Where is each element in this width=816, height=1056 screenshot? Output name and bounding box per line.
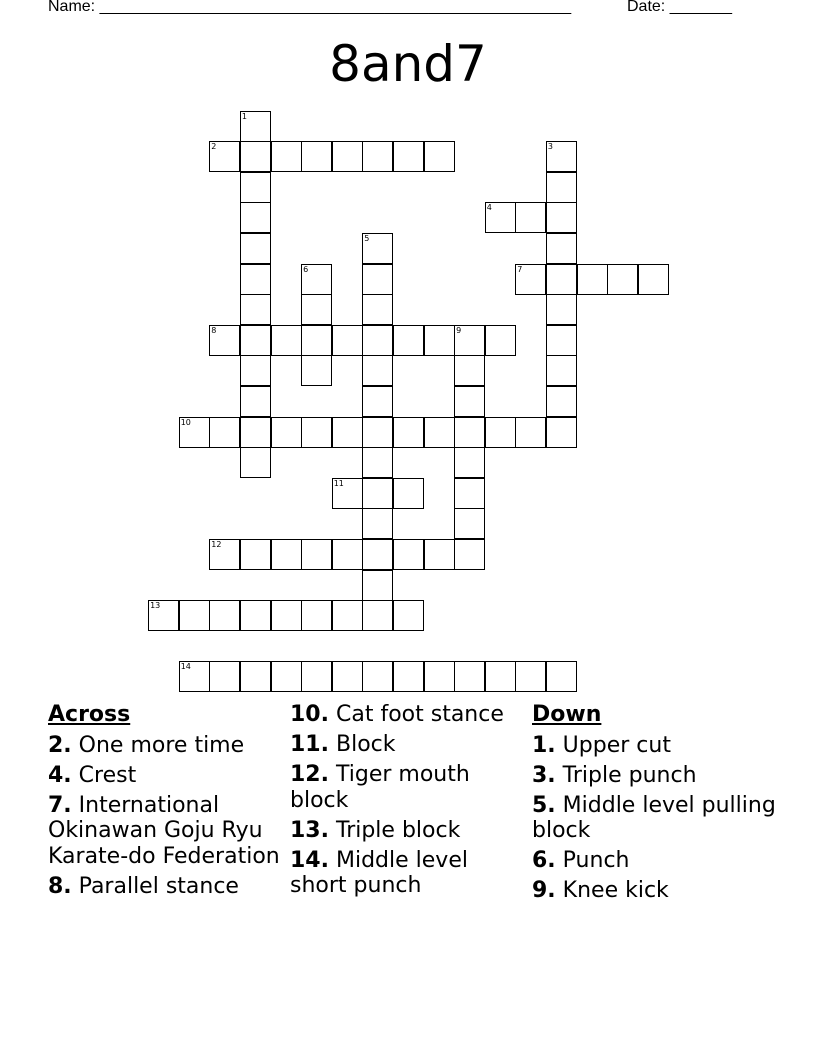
clue-item <box>290 848 530 899</box>
grid-cell[interactable] <box>454 478 485 509</box>
clue-item <box>48 733 288 759</box>
across-heading: Across <box>48 702 131 727</box>
grid-cell[interactable] <box>209 539 240 570</box>
clue-text: One more time <box>78 732 245 758</box>
grid-cell[interactable] <box>240 386 271 417</box>
clue-item <box>532 878 802 904</box>
down-clues-column <box>532 702 802 908</box>
grid-cell[interactable] <box>301 141 332 172</box>
grid-cell[interactable] <box>454 539 485 570</box>
clue-number-label: 9. <box>532 878 556 903</box>
grid-cell[interactable] <box>485 661 516 692</box>
across-clues-column-continued <box>290 702 530 903</box>
grid-cell[interactable] <box>546 417 577 448</box>
grid-cell[interactable] <box>240 264 271 295</box>
clue-number-label: 1. <box>532 732 556 758</box>
clue-item <box>290 762 530 813</box>
grid-cell[interactable] <box>485 202 516 233</box>
clue-item <box>48 874 288 900</box>
grid-cell[interactable] <box>240 661 271 692</box>
grid-cell[interactable] <box>240 202 271 233</box>
grid-cell[interactable] <box>362 325 393 356</box>
clue-text: Knee kick <box>562 878 669 903</box>
grid-cell[interactable] <box>240 111 271 142</box>
clue-text: International Okinawan Goju Ryu Karate-do Federation <box>48 792 280 869</box>
grid-cell[interactable] <box>546 233 577 264</box>
clue-number-label: 13. <box>290 817 329 843</box>
grid-cell[interactable] <box>271 141 302 172</box>
grid-cell[interactable] <box>362 447 393 478</box>
grid-cell[interactable] <box>209 141 240 172</box>
grid-cell[interactable] <box>240 233 271 264</box>
grid-cell[interactable] <box>362 417 393 448</box>
date-field-label: Date: _______ <box>627 0 732 15</box>
grid-cell[interactable] <box>240 600 271 631</box>
grid-cell[interactable] <box>332 325 363 356</box>
clue-number-label: 3. <box>532 762 556 788</box>
grid-cell[interactable] <box>301 539 332 570</box>
grid-cell[interactable] <box>271 600 302 631</box>
grid-cell[interactable] <box>240 355 271 386</box>
grid-cell[interactable] <box>301 264 332 295</box>
grid-cell[interactable] <box>546 264 577 295</box>
clue-item <box>532 733 802 759</box>
clue-number-label: 5. <box>532 792 556 818</box>
grid-cell[interactable] <box>332 661 363 692</box>
clue-number-label: 11. <box>290 732 329 757</box>
across-clues-column <box>48 702 288 904</box>
grid-cell[interactable] <box>424 417 455 448</box>
clue-item <box>48 763 288 789</box>
grid-cell[interactable] <box>240 417 271 448</box>
grid-cell[interactable] <box>424 141 455 172</box>
grid-cell[interactable] <box>148 600 179 631</box>
grid-cell[interactable] <box>362 264 393 295</box>
grid-cell[interactable] <box>424 325 455 356</box>
clue-text: Block <box>335 732 396 757</box>
clue-number-label: 14. <box>290 847 329 873</box>
grid-cell[interactable] <box>301 294 332 325</box>
clue-number: 12 <box>211 539 222 549</box>
grid-cell[interactable] <box>393 600 424 631</box>
grid-cell[interactable] <box>271 325 302 356</box>
grid-cell[interactable] <box>332 600 363 631</box>
grid-cell[interactable] <box>546 172 577 203</box>
clue-item <box>532 848 802 874</box>
grid-cell[interactable] <box>546 355 577 386</box>
grid-cell[interactable] <box>362 570 393 601</box>
clue-number: 5 <box>364 233 370 243</box>
clue-text: Middle level pulling block <box>532 792 776 843</box>
grid-cell[interactable] <box>393 325 424 356</box>
grid-cell[interactable] <box>240 141 271 172</box>
grid-cell[interactable] <box>454 447 485 478</box>
grid-cell[interactable] <box>209 600 240 631</box>
clue-number-label: 12. <box>290 762 329 787</box>
grid-cell[interactable] <box>301 661 332 692</box>
clue-text: Triple punch <box>562 762 697 788</box>
grid-cell[interactable] <box>393 478 424 509</box>
across-clue-list-continued <box>290 702 530 899</box>
grid-cell[interactable] <box>209 325 240 356</box>
clue-text: Crest <box>78 762 137 788</box>
grid-cell[interactable] <box>485 417 516 448</box>
clue-number: 10 <box>180 417 191 427</box>
grid-cell[interactable] <box>362 141 393 172</box>
grid-cell[interactable] <box>638 264 669 295</box>
grid-cell[interactable] <box>454 508 485 539</box>
grid-cell[interactable] <box>546 202 577 233</box>
grid-cell[interactable] <box>240 294 271 325</box>
grid-cell[interactable] <box>362 508 393 539</box>
across-clue-list <box>48 733 288 900</box>
clue-item <box>290 818 530 844</box>
grid-cell[interactable] <box>301 355 332 386</box>
clue-number: 1 <box>241 111 247 121</box>
grid-cell[interactable] <box>546 386 577 417</box>
grid-cell[interactable] <box>515 202 546 233</box>
grid-cell[interactable] <box>546 141 577 172</box>
grid-cell[interactable] <box>607 264 638 295</box>
clue-text: Triple block <box>335 817 461 843</box>
clue-number-label: 2. <box>48 732 72 758</box>
clue-text: Tiger mouth block <box>290 762 470 813</box>
grid-cell[interactable] <box>332 417 363 448</box>
grid-cell[interactable] <box>332 478 363 509</box>
grid-cell[interactable] <box>393 141 424 172</box>
grid-cell[interactable] <box>515 264 546 295</box>
grid-cell[interactable] <box>240 172 271 203</box>
clue-number: 4 <box>486 203 492 213</box>
grid-cell[interactable] <box>179 417 210 448</box>
clue-item <box>290 732 530 758</box>
grid-cell[interactable] <box>362 233 393 264</box>
clue-number-label: 8. <box>48 873 72 899</box>
clue-number: 6 <box>303 264 309 274</box>
down-clue-list <box>532 733 802 904</box>
grid-cell[interactable] <box>179 661 210 692</box>
grid-cell[interactable] <box>301 325 332 356</box>
grid-cell[interactable] <box>454 355 485 386</box>
clue-item <box>290 702 530 728</box>
grid-cell[interactable] <box>424 661 455 692</box>
clue-text: Punch <box>562 848 630 873</box>
grid-cell[interactable] <box>179 600 210 631</box>
grid-cell[interactable] <box>393 417 424 448</box>
grid-cell[interactable] <box>424 539 455 570</box>
clue-number: 3 <box>547 142 553 152</box>
grid-cell[interactable] <box>546 661 577 692</box>
clue-text: Upper cut <box>562 732 671 758</box>
grid-cell[interactable] <box>362 539 393 570</box>
grid-cell[interactable] <box>393 539 424 570</box>
grid-cell[interactable] <box>454 386 485 417</box>
grid-cell[interactable] <box>240 325 271 356</box>
clue-item <box>532 793 802 844</box>
grid-cell[interactable] <box>271 417 302 448</box>
clue-number-label: 7. <box>48 792 72 818</box>
name-field-label: Name: _____________________________________________________ <box>48 0 572 15</box>
grid-cell[interactable] <box>454 417 485 448</box>
clue-text: Middle level short punch <box>290 847 468 898</box>
grid-cell[interactable] <box>515 417 546 448</box>
grid-cell[interactable] <box>362 661 393 692</box>
grid-cell[interactable] <box>454 661 485 692</box>
clue-number: 9 <box>456 325 462 335</box>
clue-number: 7 <box>517 264 523 274</box>
grid-cell[interactable] <box>271 539 302 570</box>
grid-cell[interactable] <box>332 141 363 172</box>
clue-number-label: 6. <box>532 848 556 873</box>
grid-cell[interactable] <box>209 417 240 448</box>
clue-number: 14 <box>180 662 191 672</box>
grid-cell[interactable] <box>485 325 516 356</box>
grid-cell[interactable] <box>271 661 302 692</box>
grid-cell[interactable] <box>240 539 271 570</box>
clue-number-label: 4. <box>48 762 72 788</box>
clue-text: Cat foot stance <box>335 702 504 727</box>
grid-cell[interactable] <box>577 264 608 295</box>
grid-cell[interactable] <box>515 661 546 692</box>
grid-cell[interactable] <box>362 355 393 386</box>
clue-item <box>532 763 802 789</box>
clue-number: 11 <box>333 478 344 488</box>
grid-cell[interactable] <box>362 294 393 325</box>
down-heading: Down <box>532 702 602 727</box>
grid-cell[interactable] <box>546 325 577 356</box>
grid-cell[interactable] <box>332 539 363 570</box>
clue-number: 8 <box>211 325 217 335</box>
grid-cell[interactable] <box>209 661 240 692</box>
clue-item <box>48 793 288 870</box>
clue-number: 13 <box>150 601 161 611</box>
clue-number-label: 10. <box>290 702 329 727</box>
grid-cell[interactable] <box>301 417 332 448</box>
clue-text: Parallel stance <box>78 873 239 899</box>
grid-cell[interactable] <box>454 325 485 356</box>
grid-cell[interactable] <box>240 447 271 478</box>
clue-number: 2 <box>211 142 217 152</box>
grid-cell[interactable] <box>546 294 577 325</box>
grid-cell[interactable] <box>301 600 332 631</box>
grid-cell[interactable] <box>362 478 393 509</box>
puzzle-title: 8and7 <box>329 35 487 93</box>
grid-cell[interactable] <box>393 661 424 692</box>
grid-cell[interactable] <box>362 600 393 631</box>
grid-cell[interactable] <box>362 386 393 417</box>
